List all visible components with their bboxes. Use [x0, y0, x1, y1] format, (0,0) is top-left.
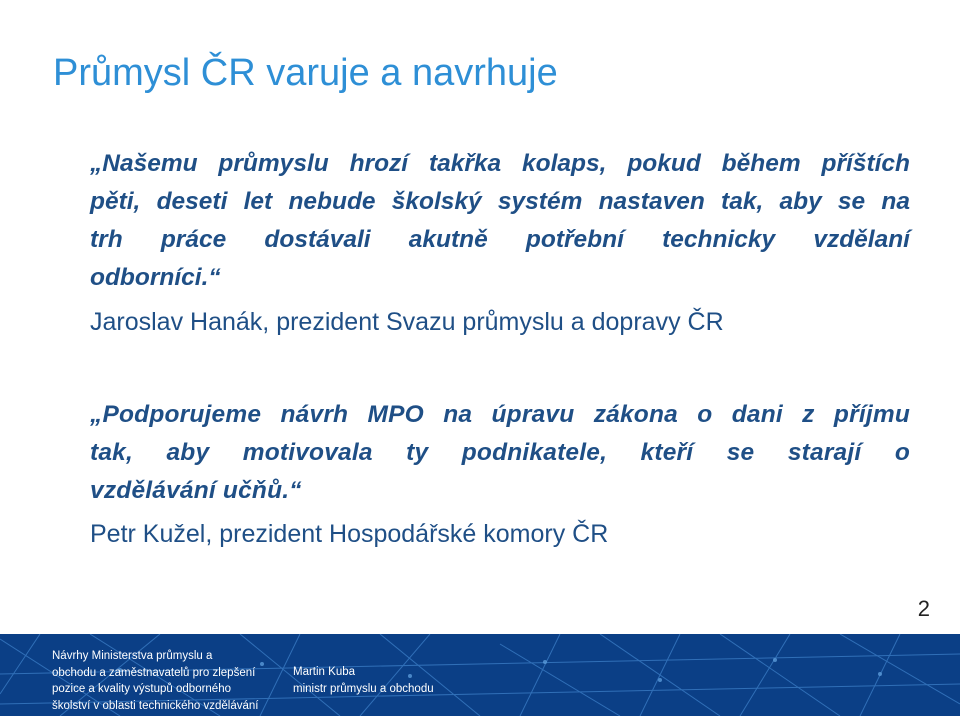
slide-title: Průmysl ČR varuje a navrhuje [53, 52, 558, 94]
footer-line: obchodu a zaměstnavatelů pro zlepšení [52, 666, 256, 679]
presenter-name: Martin Kuba [293, 666, 356, 678]
footer-bar [0, 634, 960, 716]
page-number: 2 [917, 596, 930, 621]
quote-author-kuzel: Petr Kužel, prezident Hospodářské komory ČR [90, 520, 609, 548]
quote-kuzel [90, 396, 910, 510]
presenter-role: ministr průmyslu a obchodu [293, 682, 434, 695]
quote-hanak [90, 145, 910, 297]
quote-line: „Našemu průmyslu hrozí takřka kolaps, pokud během příštích [90, 150, 910, 177]
quote-author-hanak: Jaroslav Hanák, prezident Svazu průmyslu a dopravy ČR [90, 308, 724, 336]
quote-line: pěti, deseti let nebude školský systém nastaven tak, aby se na [90, 188, 910, 215]
quote-line: tak, aby motivovala ty podnikatele, kteří se starají o [90, 439, 910, 466]
quote-line: vzdělávání učňů.“ [90, 477, 302, 504]
footer-event-title [52, 648, 258, 714]
quote-line: trh práce dostávali akutně potřební technicky vzdělaní [90, 226, 910, 253]
footer-line: školství v oblasti technického vzdělávání [52, 699, 259, 712]
footer-line: Návrhy Ministerstva průmyslu a [52, 650, 213, 662]
footer-line: pozice a kvality výstupů odborného [52, 683, 231, 695]
quote-line: odborníci.“ [90, 264, 221, 291]
footer-presenter [293, 664, 434, 697]
quote-line: „Podporujeme návrh MPO na úpravu zákona o dani z příjmu [90, 401, 910, 428]
